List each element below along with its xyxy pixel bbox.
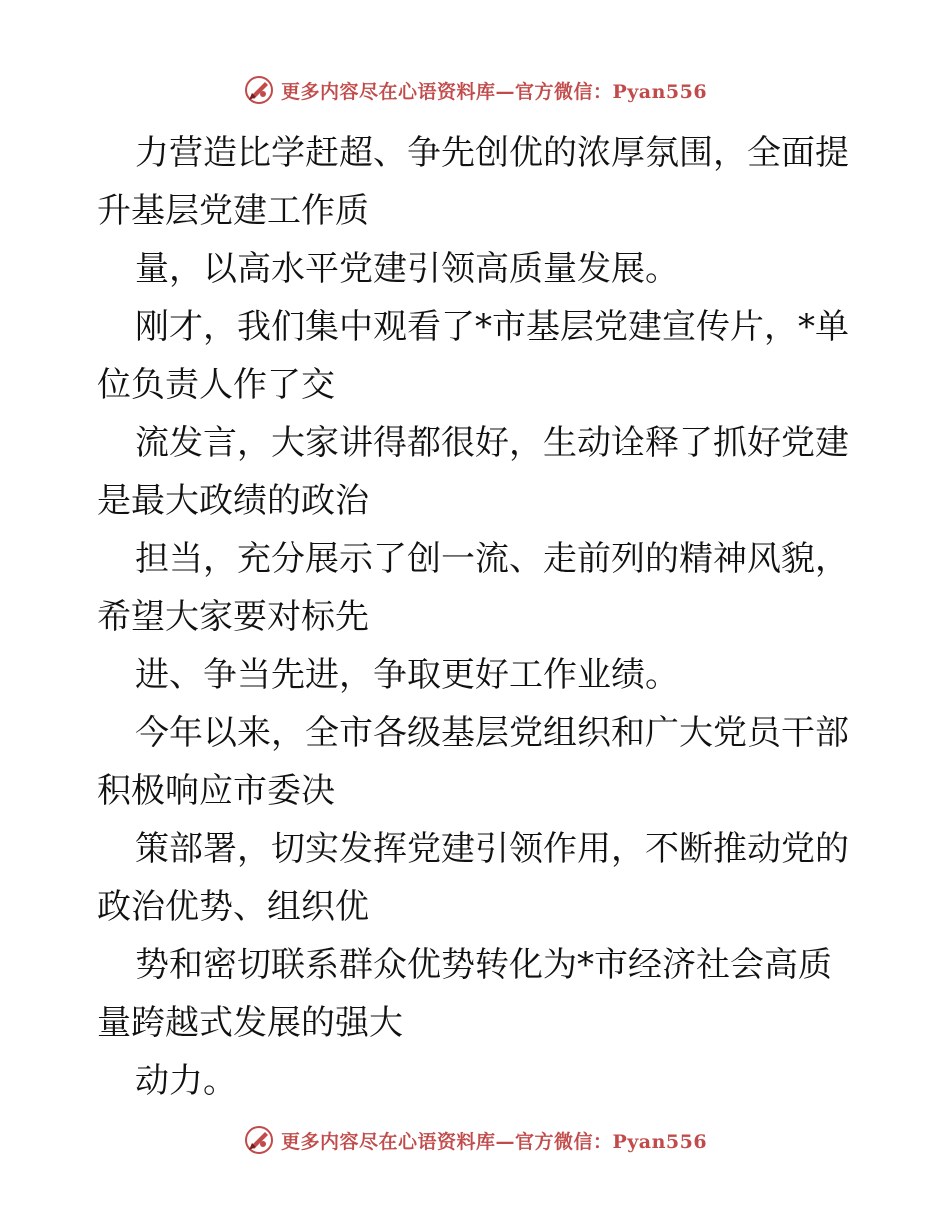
pen-book-logo-icon: [243, 1124, 275, 1156]
text-line: 量跨越式发展的强大: [97, 1003, 403, 1043]
text-line: 政治优势、组织优: [97, 887, 369, 927]
text-line: 位负责人作了交: [97, 365, 335, 405]
header-watermark-banner: [0, 70, 950, 110]
text-line: 升基层党建工作质: [97, 191, 369, 231]
text-line: 今年以来，全市各级基层党组织和广大党员干部: [135, 713, 849, 753]
watermark-text: 更多内容尽在心语资料库—官方微信：Pyan556: [280, 80, 708, 103]
text-line: 动力。: [135, 1061, 237, 1101]
text-line: 积极响应市委决: [97, 771, 335, 811]
text-line: 策部署，切实发挥党建引领作用，不断推动党的: [135, 829, 849, 869]
text-line: 进、争当先进，争取更好工作业绩。: [135, 655, 679, 695]
text-line: 势和密切联系群众优势转化为*市经济社会高质: [135, 945, 832, 985]
footer-watermark-banner: [0, 1120, 950, 1160]
body-text: [97, 124, 857, 1110]
pen-book-logo-icon: [243, 74, 275, 106]
text-line: 量，以高水平党建引领高质量发展。: [135, 249, 679, 289]
text-line: 希望大家要对标先: [97, 597, 369, 637]
text-line: 担当，充分展示了创一流、走前列的精神风貌，: [135, 539, 849, 579]
watermark-text: 更多内容尽在心语资料库—官方微信：Pyan556: [280, 1130, 708, 1153]
text-line: 是最大政绩的政治: [97, 481, 369, 521]
text-line: 刚才，我们集中观看了*市基层党建宣传片，*单: [135, 307, 849, 347]
text-line: 流发言，大家讲得都很好，生动诠释了抓好党建: [135, 423, 849, 463]
text-line: 力营造比学赶超、争先创优的浓厚氛围，全面提: [135, 133, 849, 173]
